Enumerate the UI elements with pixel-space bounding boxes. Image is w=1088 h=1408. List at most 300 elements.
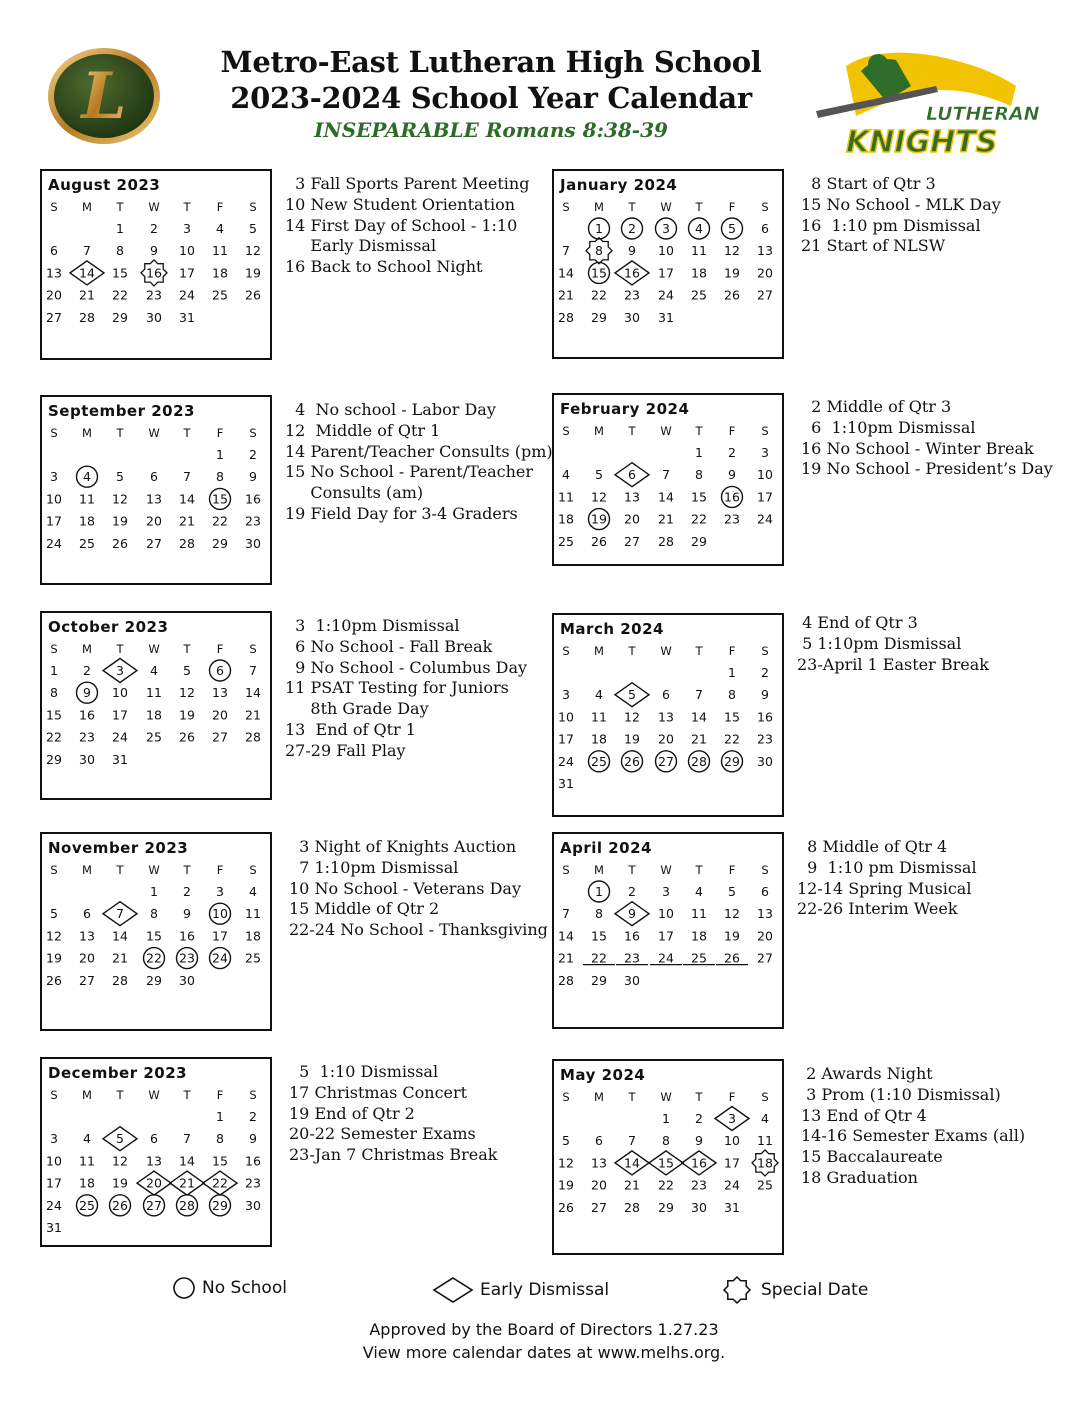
calendar-day: 7 — [695, 687, 703, 703]
calendar-day: 11 — [79, 1153, 95, 1169]
calendar-day: 27 — [624, 533, 640, 549]
weekday-label: T — [183, 1088, 191, 1102]
calendar-day: 13 — [146, 491, 162, 507]
event-line: 14 Parent/Teacher Consults (pm) — [285, 441, 553, 461]
calendar-day: 15 — [46, 707, 62, 723]
calendar-day: 20 — [46, 287, 62, 303]
month-title: October 2023 — [48, 618, 169, 636]
calendar-day: 28 — [624, 1199, 640, 1215]
calendar-day: 18 — [591, 731, 607, 747]
weekday-label: T — [116, 642, 124, 656]
weekday-label: T — [628, 863, 636, 877]
calendar-day: 8 — [216, 469, 224, 485]
weekday-label: W — [660, 644, 672, 658]
calendar-day: 1 — [216, 1109, 224, 1124]
weekday-label: T — [183, 426, 191, 440]
event-line: 16 1:10 pm Dismissal — [801, 215, 981, 235]
calendar-day: 2 — [728, 445, 736, 460]
weekday-label: M — [82, 426, 92, 440]
calendar-day: 7 — [662, 467, 670, 483]
calendar-day: 20 — [79, 950, 95, 966]
month-title: December 2023 — [48, 1064, 188, 1082]
calendar-day: 2 — [249, 1109, 257, 1124]
weekday-label: T — [628, 424, 636, 438]
month-title: August 2023 — [48, 176, 161, 194]
weekday-label: T — [183, 863, 191, 877]
calendar-day: 28 — [179, 535, 195, 551]
calendar-day: 16 — [691, 1155, 707, 1171]
calendar-day: 15 — [658, 1155, 674, 1171]
calendar-day: 31 — [658, 309, 674, 325]
month-title: May 2024 — [560, 1066, 646, 1084]
calendar-day: 18 — [79, 513, 95, 529]
calendar-day: 11 — [691, 243, 707, 259]
calendar-day: 21 — [658, 511, 674, 527]
event-line: 22-24 No School - Thanksgiving — [289, 920, 548, 940]
school-logo-left — [46, 46, 162, 146]
legend-early-dismissal — [432, 1276, 609, 1304]
calendar-day: 5 — [183, 663, 191, 678]
calendar-day: 16 — [724, 489, 740, 505]
calendar-january-2024 — [552, 169, 784, 359]
calendar-day: 15 — [212, 491, 228, 507]
event-line: 8 Start of Qtr 3 — [801, 174, 936, 193]
calendar-day: 23 — [724, 511, 740, 527]
calendar-day: 9 — [249, 1131, 257, 1147]
weekday-label: F — [728, 863, 736, 877]
calendar-day: 3 — [562, 687, 570, 703]
event-line: 15 No School - MLK Day — [801, 194, 1001, 214]
events-october — [285, 616, 527, 762]
calendar-day: 24 — [757, 511, 773, 527]
weekday-label: S — [562, 1090, 570, 1104]
calendar-day: 21 — [79, 287, 95, 303]
calendar-day: 28 — [245, 729, 261, 745]
calendar-day: 5 — [628, 687, 636, 703]
calendar-day: 15 — [591, 265, 607, 281]
events-march — [797, 613, 989, 675]
calendar-day: 6 — [761, 884, 769, 899]
calendar-day: 13 — [46, 265, 62, 281]
calendar-day: 30 — [245, 535, 261, 551]
weekday-label: W — [660, 200, 672, 214]
calendar-day: 1 — [695, 445, 703, 460]
calendar-day: 7 — [183, 1131, 191, 1147]
weekday-label: T — [116, 1088, 124, 1102]
weekday-label: S — [562, 644, 570, 658]
event-line: 11 PSAT Testing for Juniors — [285, 678, 509, 698]
event-line: 2 Middle of Qtr 3 — [801, 397, 952, 416]
weekday-label: M — [82, 200, 92, 214]
month-grid — [554, 834, 786, 1031]
calendar-day: 20 — [146, 513, 162, 529]
calendar-day: 12 — [558, 1155, 574, 1171]
calendar-day: 4 — [695, 221, 703, 236]
calendar-day: 6 — [150, 469, 158, 485]
calendar-day: 4 — [761, 1111, 769, 1126]
calendar-day: 20 — [212, 707, 228, 723]
calendar-day: 2 — [695, 1111, 703, 1126]
calendar-day: 24 — [179, 287, 195, 303]
calendar-day: 5 — [116, 1131, 124, 1147]
calendar-day: 25 — [79, 1197, 95, 1213]
calendar-day: 26 — [245, 287, 261, 303]
logo-word-lutheran: LUTHERAN — [926, 103, 1040, 125]
weekday-label: S — [562, 424, 570, 438]
weekday-label: T — [183, 642, 191, 656]
calendar-day: 9 — [183, 906, 191, 922]
calendar-day: 29 — [46, 751, 62, 767]
calendar-day: 14 — [245, 685, 261, 701]
calendar-day: 16 — [79, 707, 95, 723]
weekday-label: W — [148, 1088, 160, 1102]
calendar-day: 14 — [179, 1153, 195, 1169]
events-february — [801, 397, 1053, 480]
calendar-day: 13 — [212, 685, 228, 701]
calendar-day: 26 — [724, 287, 740, 303]
weekday-label: W — [660, 863, 672, 877]
calendar-day: 4 — [695, 884, 703, 899]
calendar-day: 18 — [212, 265, 228, 281]
calendar-day: 23 — [691, 1177, 707, 1193]
weekday-label: W — [148, 200, 160, 214]
event-line: 7 1:10pm Dismissal — [289, 857, 459, 877]
calendar-day: 9 — [728, 467, 736, 483]
calendar-day: 30 — [179, 972, 195, 988]
calendar-day: 17 — [212, 928, 228, 944]
calendar-day: 26 — [112, 1197, 128, 1213]
calendar-day: 5 — [562, 1133, 570, 1149]
calendar-day: 8 — [150, 906, 158, 922]
theme-verse: INSEPARABLE Romans 8:38-39 — [314, 118, 668, 142]
calendar-title: 2023-2024 School Year Calendar — [230, 81, 752, 115]
calendar-day: 31 — [179, 309, 195, 325]
calendar-day: 20 — [591, 1177, 607, 1193]
calendar-day: 25 — [558, 533, 574, 549]
weekday-label: S — [761, 644, 769, 658]
calendar-day: 29 — [112, 309, 128, 325]
calendar-day: 27 — [212, 729, 228, 745]
calendar-day: 26 — [624, 753, 640, 769]
calendar-day: 24 — [46, 1197, 62, 1213]
weekday-label: T — [116, 863, 124, 877]
calendar-day: 21 — [112, 950, 128, 966]
weekday-label: S — [50, 1088, 58, 1102]
events-january — [801, 174, 1001, 257]
calendar-day: 9 — [761, 687, 769, 703]
calendar-day: 23 — [245, 1175, 261, 1191]
calendar-day: 27 — [658, 753, 674, 769]
weekday-label: M — [594, 200, 604, 214]
calendar-day: 2 — [628, 884, 636, 899]
calendar-day: 26 — [558, 1199, 574, 1215]
event-line: 14 First Day of School - 1:10 — [285, 215, 518, 235]
calendar-may-2024 — [552, 1059, 784, 1255]
calendar-day: 10 — [558, 709, 574, 725]
calendar-day: 20 — [757, 265, 773, 281]
calendar-day: 4 — [562, 467, 570, 483]
calendar-day: 26 — [112, 535, 128, 551]
calendar-day: 9 — [628, 243, 636, 259]
calendar-day: 11 — [212, 243, 228, 259]
logo-letter: L — [81, 59, 127, 134]
calendar-day: 19 — [112, 1175, 128, 1191]
event-line: 3 Fall Sports Parent Meeting — [285, 174, 530, 193]
calendar-day: 26 — [591, 533, 607, 549]
calendar-february-2024 — [552, 393, 784, 566]
knights-logo — [816, 46, 1040, 160]
calendar-day: 18 — [691, 928, 707, 944]
calendar-day: 17 — [179, 265, 195, 281]
calendar-day: 4 — [83, 469, 91, 485]
weekday-label: T — [695, 863, 703, 877]
weekday-label: T — [628, 200, 636, 214]
calendar-day: 5 — [116, 469, 124, 485]
calendar-day: 10 — [658, 243, 674, 259]
event-line: 19 Field Day for 3-4 Graders — [285, 503, 518, 523]
calendar-day: 13 — [79, 928, 95, 944]
events-may — [801, 1064, 1025, 1189]
calendar-day: 23 — [624, 950, 640, 966]
event-line: 17 Christmas Concert — [289, 1082, 468, 1102]
weekday-label: T — [695, 1090, 703, 1104]
calendar-day: 7 — [116, 906, 124, 922]
calendar-day: 28 — [79, 309, 95, 325]
weekday-label: S — [50, 200, 58, 214]
calendar-day: 20 — [757, 928, 773, 944]
calendar-day: 7 — [249, 663, 257, 678]
calendar-day: 29 — [724, 753, 740, 769]
event-line: 9 1:10 pm Dismissal — [797, 857, 977, 877]
calendar-day: 4 — [216, 221, 224, 236]
calendar-day: 29 — [212, 535, 228, 551]
calendar-day: 7 — [183, 469, 191, 485]
calendar-day: 1 — [116, 221, 124, 236]
event-line: 14-16 Semester Exams (all) — [801, 1126, 1026, 1146]
calendar-day: 3 — [662, 884, 670, 899]
weekday-label: W — [148, 863, 160, 877]
calendar-day: 19 — [245, 265, 261, 281]
calendar-day: 10 — [46, 1153, 62, 1169]
event-line: 16 Back to School Night — [285, 257, 483, 277]
calendar-day: 28 — [179, 1197, 195, 1213]
weekday-label: M — [594, 1090, 604, 1104]
calendar-day: 8 — [50, 685, 58, 701]
events-november — [289, 837, 548, 941]
calendar-day: 3 — [662, 221, 670, 236]
calendar-day: 19 — [558, 1177, 574, 1193]
calendar-day: 19 — [724, 928, 740, 944]
calendar-day: 4 — [249, 884, 257, 899]
calendar-day: 27 — [591, 1199, 607, 1215]
calendar-day: 21 — [558, 950, 574, 966]
calendar-day: 6 — [662, 687, 670, 703]
calendar-august-2023 — [40, 169, 272, 360]
circle-icon — [172, 1276, 196, 1300]
calendar-day: 20 — [146, 1175, 162, 1191]
legend-early-dismissal-label: Early Dismissal — [480, 1280, 610, 1300]
weekday-label: S — [249, 1088, 257, 1102]
calendar-day: 16 — [624, 928, 640, 944]
calendar-day: 30 — [624, 309, 640, 325]
event-line: 15 No School - Parent/Teacher — [285, 462, 533, 482]
event-line: 4 End of Qtr 3 — [797, 613, 918, 632]
weekday-label: S — [249, 426, 257, 440]
event-line: 16 No School - Winter Break — [801, 438, 1034, 458]
events-august — [285, 174, 529, 278]
events-september — [285, 400, 553, 525]
calendar-day: 8 — [595, 906, 603, 922]
event-line: 6 1:10pm Dismissal — [801, 417, 976, 437]
calendar-day: 21 — [179, 1175, 195, 1191]
calendar-day: 31 — [46, 1220, 62, 1235]
event-line: 13 End of Qtr 4 — [801, 1105, 927, 1125]
event-line: 6 No School - Fall Break — [285, 636, 493, 656]
month-grid — [42, 171, 274, 362]
calendar-day: 19 — [46, 950, 62, 966]
calendar-day: 28 — [658, 533, 674, 549]
calendar-day: 6 — [216, 663, 224, 678]
weekday-label: M — [594, 424, 604, 438]
calendar-day: 22 — [212, 1175, 228, 1191]
calendar-day: 7 — [562, 243, 570, 259]
calendar-day: 30 — [146, 309, 162, 325]
calendar-day: 15 — [724, 709, 740, 725]
calendar-day: 1 — [728, 665, 736, 680]
calendar-day: 13 — [757, 906, 773, 922]
month-grid — [42, 1059, 274, 1249]
calendar-day: 3 — [761, 445, 769, 460]
weekday-label: S — [761, 424, 769, 438]
calendar-day: 7 — [628, 1133, 636, 1149]
calendar-day: 30 — [757, 753, 773, 769]
calendar-day: 20 — [624, 511, 640, 527]
calendar-day: 14 — [79, 265, 95, 281]
calendar-day: 19 — [179, 707, 195, 723]
weekday-label: T — [116, 426, 124, 440]
calendar-day: 13 — [591, 1155, 607, 1171]
event-line: 20-22 Semester Exams — [289, 1124, 476, 1144]
weekday-label: T — [695, 424, 703, 438]
calendar-day: 9 — [249, 469, 257, 485]
calendar-day: 9 — [83, 685, 91, 701]
calendar-day: 6 — [83, 906, 91, 922]
calendar-day: 16 — [146, 265, 162, 281]
calendar-day: 10 — [212, 906, 228, 922]
calendar-day: 14 — [558, 928, 574, 944]
event-line: 13 End of Qtr 1 — [285, 719, 416, 739]
calendar-day: 12 — [179, 685, 195, 701]
calendar-day: 23 — [757, 731, 773, 747]
calendar-day: 21 — [624, 1177, 640, 1193]
events-april — [797, 837, 977, 920]
calendar-april-2024 — [552, 832, 784, 1029]
calendar-day: 12 — [112, 491, 128, 507]
calendar-day: 2 — [150, 221, 158, 236]
calendar-day: 12 — [245, 243, 261, 259]
calendar-day: 23 — [79, 729, 95, 745]
weekday-label: M — [82, 642, 92, 656]
month-title: April 2024 — [560, 839, 652, 857]
calendar-day: 11 — [691, 906, 707, 922]
calendar-day: 26 — [46, 972, 62, 988]
calendar-day: 9 — [695, 1133, 703, 1149]
calendar-day: 5 — [728, 221, 736, 236]
calendar-day: 19 — [112, 513, 128, 529]
calendar-day: 1 — [595, 884, 603, 899]
event-line: 19 No School - President’s Day — [801, 459, 1053, 479]
calendar-day: 15 — [112, 265, 128, 281]
weekday-label: S — [50, 863, 58, 877]
calendar-day: 9 — [628, 906, 636, 922]
weekday-label: W — [660, 1090, 672, 1104]
weekday-label: T — [183, 200, 191, 214]
page-header — [200, 44, 782, 144]
weekday-label: S — [249, 200, 257, 214]
calendar-day: 21 — [691, 731, 707, 747]
calendar-day: 28 — [112, 972, 128, 988]
event-line: 27-29 Fall Play — [285, 740, 406, 760]
calendar-day: 17 — [46, 1175, 62, 1191]
event-line: Consults (am) — [285, 483, 424, 503]
calendar-day: 27 — [46, 309, 62, 325]
calendar-day: 30 — [79, 751, 95, 767]
calendar-day: 12 — [724, 906, 740, 922]
calendar-day: 26 — [724, 950, 740, 966]
calendar-day: 8 — [595, 243, 603, 259]
calendar-day: 10 — [724, 1133, 740, 1149]
calendar-day: 17 — [558, 731, 574, 747]
calendar-day: 25 — [245, 950, 261, 966]
calendar-day: 28 — [691, 753, 707, 769]
calendar-day: 17 — [658, 265, 674, 281]
calendar-day: 3 — [50, 1131, 58, 1147]
month-title: September 2023 — [48, 402, 195, 420]
legend-special-date — [719, 1276, 868, 1304]
weekday-label: S — [50, 426, 58, 440]
calendar-day: 25 — [79, 535, 95, 551]
month-grid — [554, 171, 786, 361]
weekday-label: S — [249, 863, 257, 877]
calendar-day: 17 — [724, 1155, 740, 1171]
event-line: 3 Night of Knights Auction — [289, 837, 517, 856]
calendar-day: 2 — [249, 447, 257, 462]
calendar-september-2023 — [40, 395, 272, 585]
calendar-december-2023 — [40, 1057, 272, 1247]
calendar-day: 29 — [658, 1199, 674, 1215]
month-grid — [42, 613, 274, 802]
calendar-day: 5 — [728, 884, 736, 899]
month-grid — [554, 615, 786, 819]
calendar-day: 12 — [46, 928, 62, 944]
weekday-label: T — [695, 644, 703, 658]
calendar-day: 25 — [757, 1177, 773, 1193]
calendar-day: 17 — [658, 928, 674, 944]
event-line: 5 1:10 Dismissal — [289, 1062, 439, 1081]
calendar-day: 28 — [558, 972, 574, 988]
calendar-day: 25 — [591, 753, 607, 769]
calendar-day: 22 — [591, 287, 607, 303]
month-title: November 2023 — [48, 839, 189, 857]
event-line: 5 1:10pm Dismissal — [797, 633, 962, 653]
calendar-day: 4 — [83, 1131, 91, 1147]
weekday-label: S — [761, 200, 769, 214]
event-line: 15 Baccalaureate — [801, 1147, 943, 1167]
calendar-day: 27 — [146, 1197, 162, 1213]
event-line: 8 Middle of Qtr 4 — [797, 837, 948, 856]
calendar-day: 19 — [624, 731, 640, 747]
calendar-day: 1 — [662, 1111, 670, 1126]
